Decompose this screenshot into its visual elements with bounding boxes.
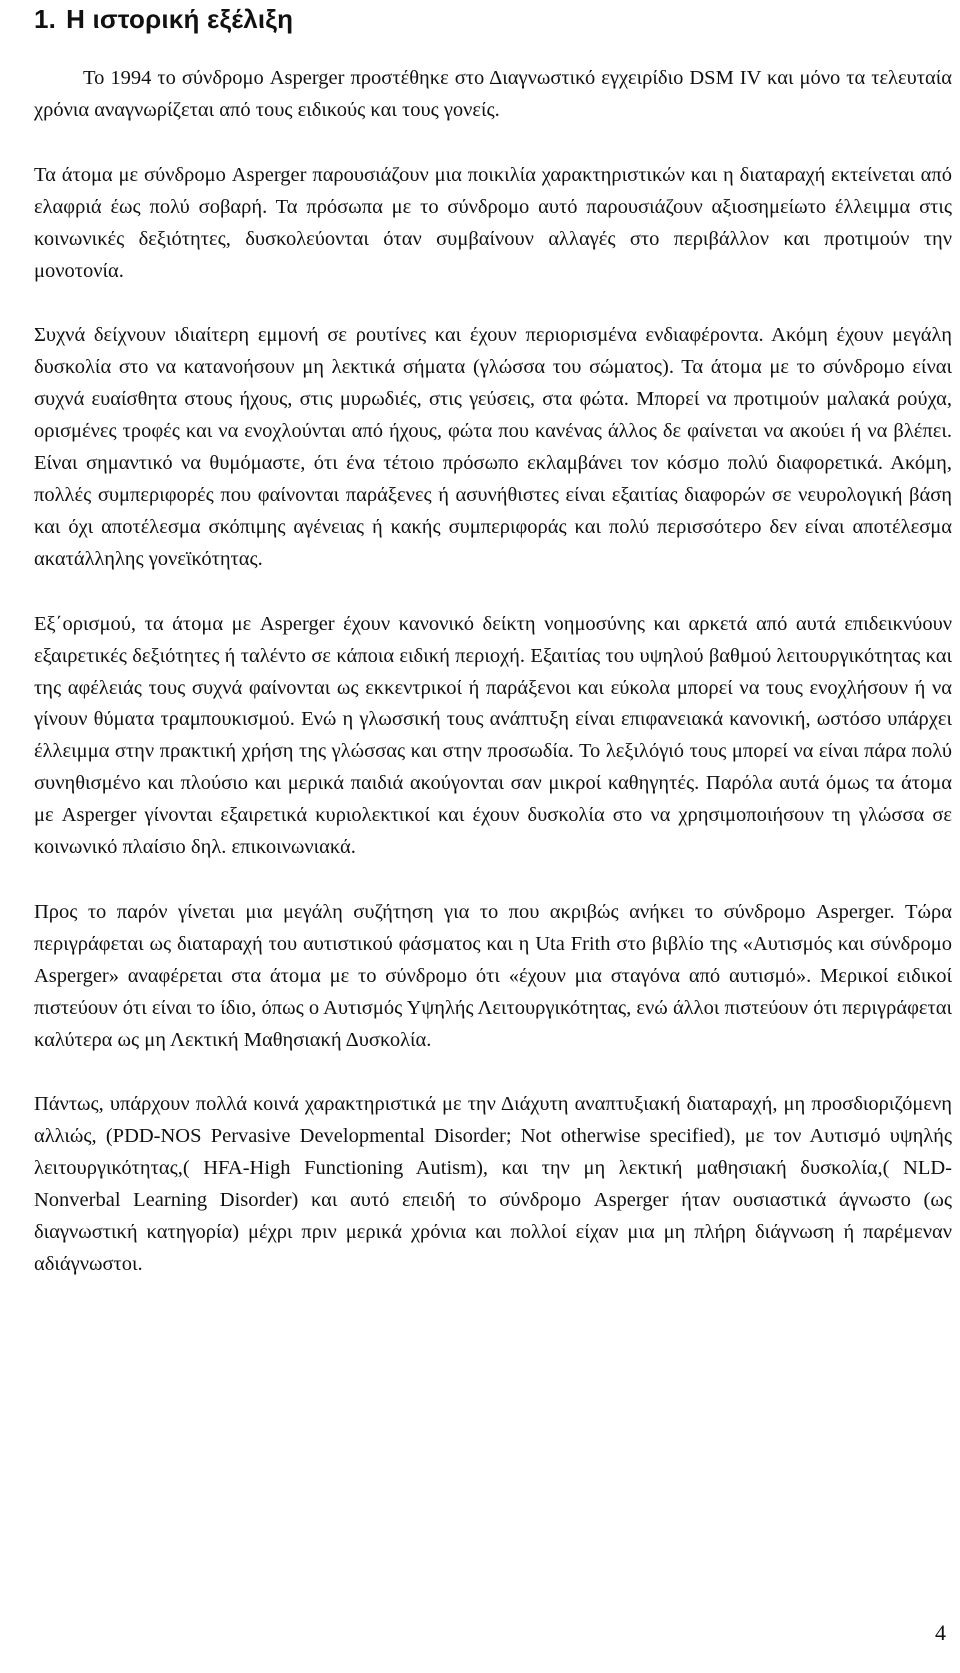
- paragraph-3: Συχνά δείχνουν ιδιαίτερη εμμονή σε ρουτίνες και έχουν περιορισμένα ενδιαφέροντα. Ακόμη έχουν μεγάλη δυσκολία στο να κατανοήσουν μη λεκτικά σήματα (γλώσσα του σώματος). Τα άτομα με το σύνδρομο είναι συχνά ευαίσθητα στους ήχους, στις μυρωδιές, στις γεύσεις, στα φώτα. Μπορεί να προτιμούν μαλακά ρούχα, ορισμένες τροφές και να ενοχλούνται από ήχους, φώτα που κανένας άλλος δε φαίνεται να ακούει ή να βλέπει. Είναι σημαντικό να θυμόμαστε, ότι ένα τέτοιο πρόσωπο εκλαμβάνει τον κόσμο πολύ διαφορετικά. Ακόμη, πολλές συμπεριφορές που φαίνονται παράξενες ή ασυνήθιστες είναι εξαιτίας διαφορών σε νευρολογική βάση και όχι αποτέλεσμα σκόπιμης αγένειας ή κακής συμπεριφοράς και πολύ περισσότερο δεν είναι αποτέλεσμα ακατάλληλης γονεϊκότητας.: [34, 324, 952, 570]
- paragraph-2: Τα άτομα με σύνδρομο Asperger παρουσιάζουν μια ποικιλία χαρακτηριστικών και η διαταραχή εκτείνεται από ελαφριά έως πολύ σοβαρή. Τα πρόσωπα με το σύνδρομο αυτό παρουσιάζουν αξιοσημείωτο έλλειμμα στις κοινωνικές δεξιότητες, δυσκολεύονται όταν συμβαίνουν αλλαγές στο περιβάλλον και προτιμούν την μονοτονία.: [34, 163, 952, 282]
- document-page: [34, 0, 952, 1281]
- paragraph-4: Εξ΄ορισμού, τα άτομα με Asperger έχουν κανονικό δείκτη νοημοσύνης και αρκετά από αυτά επιδεικνύουν εξαιρετικές δεξιότητες ή ταλέντο σε κάποια ειδική περιοχή. Εξαιτίας του υψηλού βαθμού λειτουργικότητας και της αφέλειάς τους συχνά φαίνονται ως εκκεντρικοί ή παράξενοι και εύκολα μπορεί να τους ενοχλήσουν ή να γίνουν θύματα τραμπουκισμού. Ενώ η γλωσσική τους ανάπτυξη είναι επιφανειακά κανονική, ωστόσο υπάρχει έλλειμμα στην πρακτική χρήση της γλώσσας και στην προσωδία. Το λεξιλόγιό τους μπορεί να είναι πάρα πολύ συνηθισμένο και πλούσιο και μερικά παιδιά ακούγονται σαν μικροί καθηγητές. Παρόλα αυτά όμως τα άτομα με Asperger γίνονται εξαιρετικά κυριολεκτικοί και έχουν δυσκολία στο να χρησιμοποιήσουν τη γλώσσα σε κοινωνικό πλαίσιο δηλ. επικοινωνιακά.: [34, 612, 952, 859]
- paragraph-6: Πάντως, υπάρχουν πολλά κοινά χαρακτηριστικά με την Διάχυτη αναπτυξιακή διαταραχή, μη προσδιοριζόμενη αλλιώς, (PDD-NOS Pervasive Developmental Disorder; Not otherwise specified), με τον Αυτισμό υψηλής λειτουργικότητας,( HFA-High Functioning Autism), και την μη λεκτική μαθησιακή δυσκολία,( NLD-Nonverbal Learning Disorder) και αυτό επειδή το σύνδρομο Asperger ήταν ουσιαστικά άγνωστο (ως διαγνωστική κατηγορία) μέχρι πριν μερικά χρόνια και πολλοί είχαν μια μη πλήρη διάγνωση ή παρέμεναν αδιάγνωστοι.: [34, 1093, 952, 1275]
- paragraph-5: Προς το παρόν γίνεται μια μεγάλη συζήτηση για το που ακριβώς ανήκει το σύνδρομο Asperger. Τώρα περιγράφεται ως διαταραχή του αυτιστικού φάσματος και η Uta Frith στο βιβλίο της «Αυτισμός και σύνδρομο Asperger» αναφέρεται στα άτομα με το σύνδρομο ότι «έχουν μια σταγόνα από αυτισμό». Μερικοί ειδικοί πιστεύουν ότι είναι το ίδιο, όπως ο Αυτισμός Υψηλής Λειτουργικότητας, ενώ άλλοι πιστεύουν ότι περιγράφεται καλύτερα ως μη Λεκτική Μαθησιακή Δυσκολία.: [34, 900, 952, 1051]
- section-heading: [34, 2, 952, 36]
- section-title: Η ιστορική εξέλιξη: [66, 4, 294, 34]
- section-number: 1.: [34, 4, 57, 34]
- page-number: 4: [935, 1620, 946, 1645]
- paragraph-1: Το 1994 το σύνδρομο Asperger προστέθηκε στο Διαγνωστικό εγχειρίδιο DSM IV και μόνο τα τελευταία χρόνια αναγνωρίζεται από τους ειδικούς και τους γονείς.: [34, 67, 952, 121]
